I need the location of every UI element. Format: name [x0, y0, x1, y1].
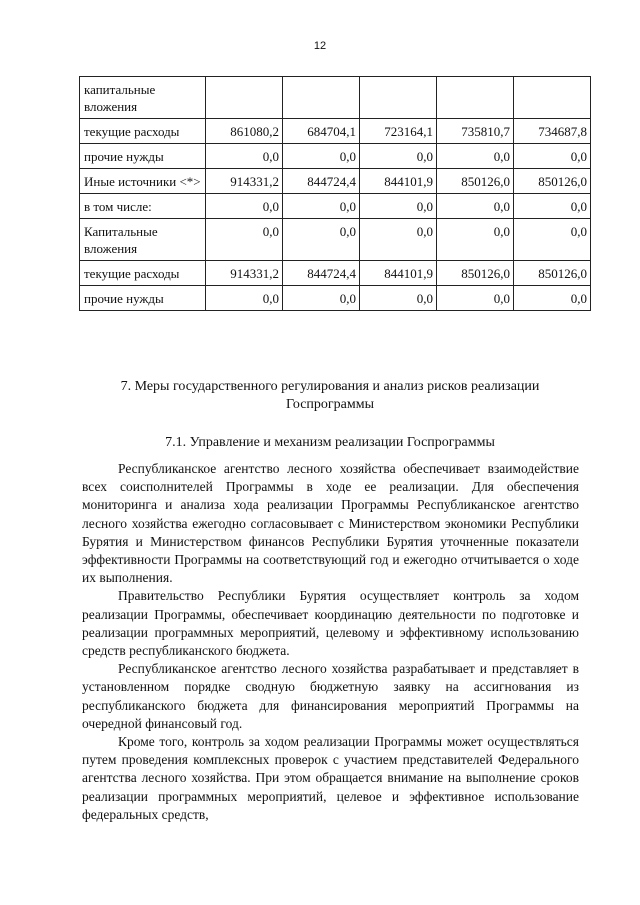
paragraph: Республиканское агентство лесного хозяйства обеспечивает взаимодействие всех соисполнителей Программы в ходе ее реализации. Для обеспечения мониторинга и анализа хода реализации Программы Республиканское агентство лесного хозяйства ежегодно согласовывает с Министерством экономики Республики Бурятия и Министерством финансов Республики Бурятия уточненные показатели эффективности Программы на соответствующий год и ежегодно отчитывается о ходе их выполнения. [82, 461, 579, 586]
table-cell: 0,0 [437, 194, 514, 219]
table-cell: 0,0 [283, 286, 360, 311]
table-cell: 914331,2 [206, 261, 283, 286]
table-cell: 0,0 [514, 219, 591, 261]
table-cell: 0,0 [283, 144, 360, 169]
table-cell: 850126,0 [437, 261, 514, 286]
table-cell: 850126,0 [514, 169, 591, 194]
table-cell: 0,0 [206, 194, 283, 219]
table-cell: 0,0 [514, 194, 591, 219]
table-cell: 0,0 [206, 219, 283, 261]
paragraph: Правительство Республики Бурятия осуществляет контроль за ходом реализации Программы, обеспечивает координацию деятельности по подготовке и реализации программных мероприятий, целевому и эффективному использованию средств республиканского бюджета. [82, 588, 579, 659]
row-label: прочие нужды [80, 144, 206, 169]
table-cell: 0,0 [514, 286, 591, 311]
row-label: в том числе: [80, 194, 206, 219]
paragraph: Кроме того, контроль за ходом реализации Программы может осуществляться путем проведения комплексных проверок с участием представителей Федерального агентства лесного хозяйства. При этом обращается внимание на выполнение сроков реализации программных мероприятий, целевое и эффективное использование федеральных средств, [82, 734, 579, 822]
table-cell: 0,0 [437, 144, 514, 169]
table-row [80, 261, 591, 286]
table-cell: 735810,7 [437, 119, 514, 144]
table-cell: 844101,9 [360, 169, 437, 194]
table-cell: 0,0 [360, 144, 437, 169]
table-cell: 850126,0 [514, 261, 591, 286]
table-cell: 850126,0 [437, 169, 514, 194]
table-cell: 734687,8 [514, 119, 591, 144]
table-cell: 0,0 [360, 286, 437, 311]
table-cell: 844724,4 [283, 261, 360, 286]
table-cell: 0,0 [437, 219, 514, 261]
budget-table-body [80, 77, 591, 311]
row-label: Капитальные вложения [80, 219, 206, 261]
table-cell: 0,0 [360, 219, 437, 261]
table-cell: 0,0 [437, 286, 514, 311]
row-label: Иные источники <*> [80, 169, 206, 194]
page-number: 12 [313, 40, 327, 52]
table-row [80, 169, 591, 194]
table-cell: 0,0 [360, 194, 437, 219]
table-cell: 914331,2 [206, 169, 283, 194]
table-cell: 0,0 [206, 144, 283, 169]
table-row [80, 194, 591, 219]
row-label: прочие нужды [80, 286, 206, 311]
table-cell [206, 77, 283, 119]
table-cell: 0,0 [283, 194, 360, 219]
table-cell: 723164,1 [360, 119, 437, 144]
table-cell [360, 77, 437, 119]
section-heading: 7. Меры государственного регулирования и анализ рисков реализации Госпрограммы [120, 379, 540, 412]
row-label: капитальные вложения [80, 77, 206, 119]
table-cell: 861080,2 [206, 119, 283, 144]
table-cell: 844724,4 [283, 169, 360, 194]
table-cell: 844101,9 [360, 261, 437, 286]
table-cell [514, 77, 591, 119]
row-label: текущие расходы [80, 261, 206, 286]
table-row [80, 286, 591, 311]
table-cell [283, 77, 360, 119]
table-cell: 0,0 [283, 219, 360, 261]
table-cell: 0,0 [206, 286, 283, 311]
table-row [80, 219, 591, 261]
table-row [80, 144, 591, 169]
table-cell: 0,0 [514, 144, 591, 169]
table-row [80, 77, 591, 119]
table-row [80, 119, 591, 144]
row-label: текущие расходы [80, 119, 206, 144]
budget-table [79, 76, 591, 311]
subsection-heading: 7.1. Управление и механизм реализации Госпрограммы [165, 435, 495, 450]
table-cell [437, 77, 514, 119]
body-text [82, 460, 579, 824]
paragraph: Республиканское агентство лесного хозяйства разрабатывает и представляет в установленном порядке сводную бюджетную заявку на ассигнования из республиканского бюджета для финансирования мероприятий Программы на очередной финансовый год. [82, 661, 579, 731]
table-cell: 684704,1 [283, 119, 360, 144]
